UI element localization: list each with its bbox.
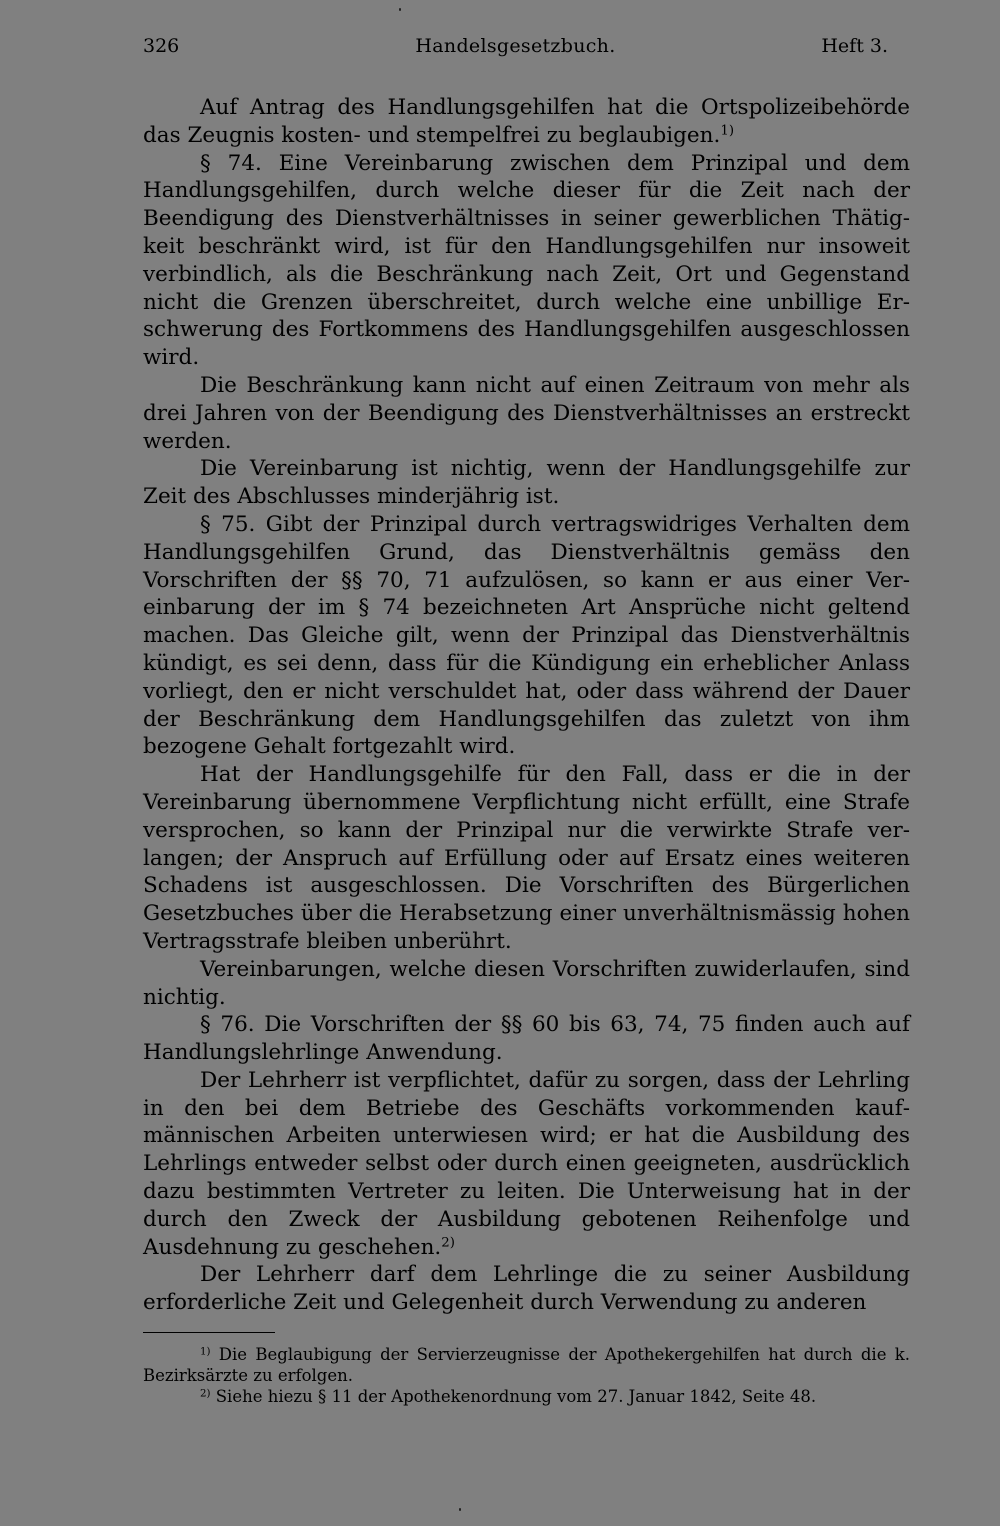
paragraph-section-75: § 75. Gibt der Prinzipal durch vertragswidriges Verhalten dem Handlungsgehilfen Grund, das Dienstverhältnis gemäss den Vorschriften der §§ 70, 71 aufzulösen, so kann er aus einer Vereinbarung der im § 74 bezeichneten Art Ansprüche nicht geltend machen. Das Gleiche gilt, wenn der Prinzipal das Dienstverhältnis kündigt, es sei denn, dass für die Kündigung ein erheblicher Anlass vorliegt, den er nicht verschuldet hat, oder dass während der Dauer der Beschränkung dem Handlungsgehilfen das zuletzt von ihm bezogene Gehalt fortgezahlt wird. [143, 511, 910, 760]
footnote [143, 1386, 910, 1407]
paragraph: Auf Antrag des Handlungsgehilfen hat die Ortspolizeibehörde das Zeugnis kosten- und stempelfrei zu beglaubigen.$^{1)}$ [143, 95, 910, 148]
page-header [143, 32, 888, 62]
footnote-text: Siehe hiezu § 11 der Apothekenordnung vom 27. Januar 1842, Seite 48. [215, 1387, 817, 1406]
paragraph-section-76: § 76. Die Vorschriften der §§ 60 bis 63, 74, 75 finden auch auf Handlungslehrlinge Anwendung. [143, 1012, 910, 1066]
paragraph: Hat der Handlungsgehilfe für den Fall, dass er die in der Vereinbarung übernommene Verpflichtung nicht erfüllt, eine Strafe versprochen, so kann der Prinzipal nur die verwirkte Strafe verlangen; der Anspruch auf Erfüllung oder auf Ersatz eines weiteren Schadens ist ausgeschlossen. Die Vorschriften des Bürgerlichen Gesetzbuches über die Herabsetzung einer unverhältnismässig hohen Vertragsstrafe bleiben unberührt. [143, 762, 910, 954]
paragraph: Der Lehrherr ist verpflichtet, dafür zu sorgen, dass der Lehrling in den bei dem Betriebe des Geschäfts vorkommenden kaufmännischen Arbeiten unterwiesen wird; er hat die Ausbildung des Lehrlings entweder selbst oder durch einen geeigneten, ausdrücklich dazu bestimmten Vertreter zu leiten. Die Unterweisung hat in der durch den Zweck der Ausbildung gebotenen Reihenfolge und Ausdehnung zu geschehen.$^{2)}$ [143, 1067, 910, 1260]
footnote-text: Die Beglaubigung der Servierzeugnisse der Apothekergehilfen hat durch die k. Bezirksärzte zu erfolgen. [143, 1345, 910, 1385]
paragraph-section-74: § 74. Eine Vereinbarung zwischen dem Prinzipal und dem Handlungsgehilfen, durch welche dieser für die Zeit nach der Beendigung des Dienstverhältnisses in seiner gewerblichen Thätigkeit beschränkt wird, ist für den Handlungsgehilfen nur insoweit verbindlich, als die Beschränkung nach Zeit, Ort und Gegenstand nicht die Grenzen überschreitet, durch welche eine unbillige Erschwerung des Fortkommens des Handlungsgehilfen ausgeschlossen wird. [143, 150, 910, 371]
main-text [143, 94, 910, 1317]
footnote-divider [143, 1332, 275, 1333]
paragraph: Der Lehrherr darf dem Lehrlinge die zu seiner Ausbildung erforderliche Zeit und Gelegenheit durch Verwendung zu anderen [143, 1262, 910, 1316]
footnote-marker: 1) [200, 1346, 211, 1358]
print-speck [399, 8, 401, 11]
footnotes [143, 1344, 910, 1407]
issue-number: Heft 3. [821, 35, 888, 57]
footnote [143, 1344, 910, 1386]
footnote-marker: 2) [200, 1388, 211, 1400]
running-title: Handelsgesetzbuch. [415, 35, 616, 57]
paragraph: Die Beschränkung kann nicht auf einen Zeitraum von mehr als drei Jahren von der Beendigung des Dienstverhältnisses an erstreckt werden. [143, 372, 910, 454]
footnote-ref: 1) [720, 123, 735, 139]
page-number: 326 [143, 35, 180, 57]
footnote-ref: 2) [441, 1235, 455, 1251]
paragraph: Vereinbarungen, welche diesen Vorschriften zuwiderlaufen, sind nichtig. [143, 956, 910, 1010]
print-speck [459, 1508, 461, 1511]
paragraph: Die Vereinbarung ist nichtig, wenn der Handlungsgehilfe zur Zeit des Abschlusses minderjährig ist. [143, 456, 910, 510]
